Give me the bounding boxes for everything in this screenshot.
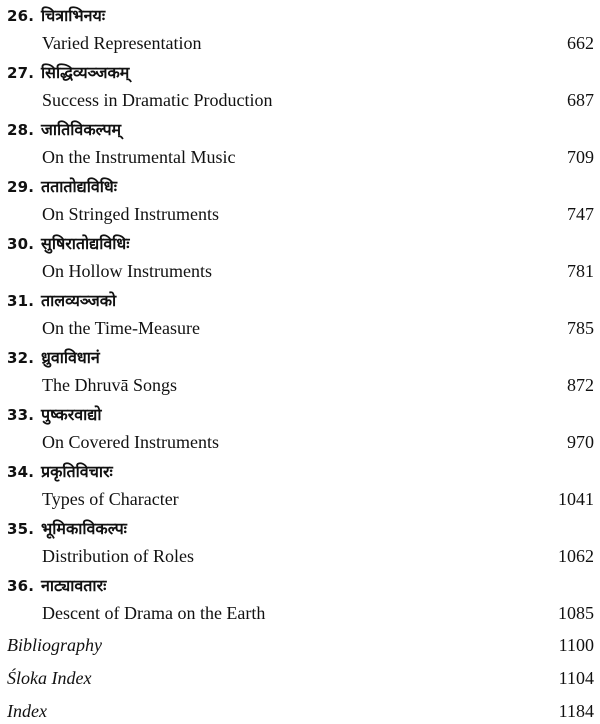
chapter-number: 35.	[7, 520, 35, 538]
chapter-number: 36.	[7, 577, 35, 595]
toc-entry-32	[0, 348, 600, 404]
chapter-page-number: 1062	[558, 546, 594, 566]
chapter-english-title: On Hollow Instruments	[42, 261, 212, 281]
toc-entry-27	[0, 63, 600, 119]
chapter-page-number: 687	[567, 90, 594, 110]
chapter-number: 27.	[7, 64, 35, 82]
back-matter-page-number: 1104	[558, 668, 594, 688]
chapter-sanskrit-title: पुष्करवाद्यो	[41, 405, 102, 424]
toc-entry-28	[0, 120, 600, 176]
chapter-sanskrit-title: प्रकृतिविचारः	[41, 462, 113, 481]
chapter-number: 29.	[7, 178, 35, 196]
chapter-english-title: Descent of Drama on the Earth	[42, 603, 266, 623]
back-matter-label: Index	[7, 701, 47, 721]
toc-entry-36	[0, 576, 600, 632]
chapter-sanskrit-title: भूमिकाविकल्पः	[41, 519, 127, 538]
chapter-english-title: Success in Dramatic Production	[42, 90, 273, 110]
toc-entry-29	[0, 177, 600, 233]
chapter-english-title: Varied Representation	[42, 33, 202, 53]
toc-sloka-index	[0, 667, 600, 691]
back-matter-label: Śloka Index	[7, 668, 92, 688]
toc-entry-34	[0, 462, 600, 518]
chapter-sanskrit-title: सिद्धिव्यञ्जकम्	[41, 63, 130, 82]
chapter-number: 33.	[7, 406, 35, 424]
chapter-page-number: 872	[567, 375, 594, 395]
chapter-english-title: On the Instrumental Music	[42, 147, 236, 167]
back-matter-label: Bibliography	[7, 635, 102, 655]
chapter-page-number: 709	[567, 147, 594, 167]
chapter-number: 32.	[7, 349, 35, 367]
toc-entry-33	[0, 405, 600, 461]
chapter-number: 34.	[7, 463, 35, 481]
chapter-english-title: On the Time-Measure	[42, 318, 200, 338]
toc-entry-35	[0, 519, 600, 575]
chapter-page-number: 1041	[558, 489, 594, 509]
chapter-number: 31.	[7, 292, 35, 310]
chapter-english-title: Types of Character	[42, 489, 179, 509]
chapter-page-number: 747	[567, 204, 594, 224]
chapter-page-number: 970	[567, 432, 594, 452]
chapter-sanskrit-title: तालव्यञ्जको	[41, 291, 117, 310]
toc-bibliography	[0, 634, 600, 658]
toc-entry-26	[0, 6, 600, 62]
chapter-number: 30.	[7, 235, 35, 253]
toc-index	[0, 700, 600, 724]
chapter-english-title: The Dhruvā Songs	[42, 375, 177, 395]
back-matter-page-number: 1184	[558, 701, 594, 721]
toc-entry-31	[0, 291, 600, 347]
chapter-sanskrit-title: नाट्यावतारः	[41, 576, 107, 595]
toc-entry-30	[0, 234, 600, 290]
chapter-page-number: 781	[567, 261, 594, 281]
chapter-sanskrit-title: सुषिरातोद्यविधिः	[41, 234, 130, 253]
chapter-number: 26.	[7, 7, 35, 25]
chapter-sanskrit-title: ततातोद्यविधिः	[41, 177, 117, 196]
chapter-sanskrit-title: ध्रुवाविधानं	[41, 348, 100, 367]
chapter-page-number: 785	[567, 318, 594, 338]
chapter-sanskrit-title: चित्राभिनयः	[41, 6, 106, 25]
back-matter-page-number: 1100	[558, 635, 594, 655]
chapter-english-title: Distribution of Roles	[42, 546, 194, 566]
chapter-english-title: On Stringed Instruments	[42, 204, 219, 224]
chapter-sanskrit-title: जातिविकल्पम्	[41, 120, 122, 139]
chapter-page-number: 1085	[558, 603, 594, 623]
chapter-english-title: On Covered Instruments	[42, 432, 219, 452]
chapter-number: 28.	[7, 121, 35, 139]
chapter-page-number: 662	[567, 33, 594, 53]
